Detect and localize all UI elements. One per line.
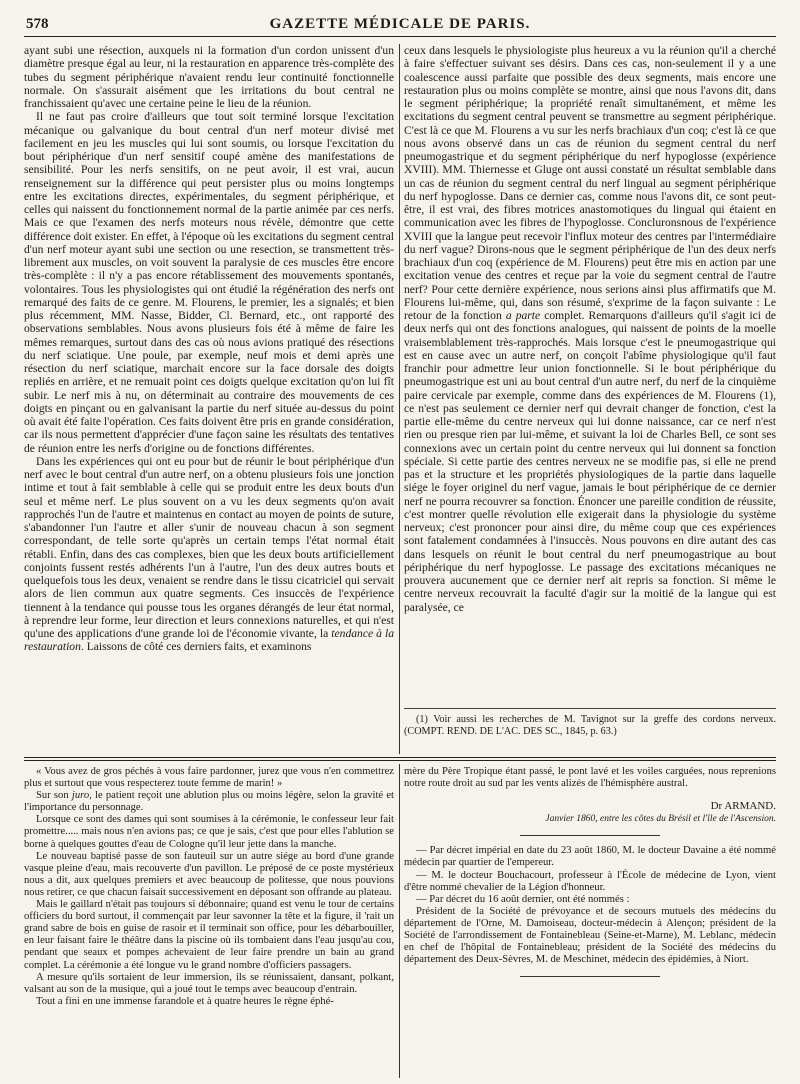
paragraph: mère du Père Tropique étant passé, le pont lavé et les voiles carguées, nous reprenions notre route droit au sud par les vents alizés de l'hémisphère austral. [404, 766, 776, 790]
signature-date: Janvier 1860, entre les côtes du Brésil et l'île de l'Ascension. [545, 814, 776, 825]
text: ceux dans lesquels le physiologiste plus heureux a vu la réunion qu'il a cherché à faire s'effectuer suivant ses désirs. Dans ces cas, non-seulement il y a une coalescence aussi parfaite que possible des deux segments, mais encore une restauration plus ou moins complète se montre, ainsi que nous l'avons dit, dans le segment périphérique; la propriété renaît simultanément, et même les excitations du segment central peuvent se transmettre au segment périphérique. C'est là ce que M. Flourens a vu sur les nerfs brachiaux d'un coq; c'est là ce que nous avons observé dans un cas de réunion du segment central du nerf pneumogastrique et du segment périphérique du nerf hypoglosse (expérience XVIII). MM. Thiernesse et Gluge ont aussi constaté un résultat semblable dans un cas de réunion du segment central du nerf lingual au segment périphérique du nerf hypoglosse. Dans ce dernier cas, comme nous l'avons dit, ce sont peut-être, il est vrai, des fibres motrices anastomotiques du lingual qui étaient en communication avec les fibres de l'hypoglosse. Concluronsnous de l'expérience XVIII que la langue peut recevoir l'influx moteur des centres par l'intermédiaire du nerf vague? Dirons-nous que le segment périphérique de l'un des deux nerfs brachiaux d'un coq (expérience de M. Flourens) peut être mis en action par une excitation venue des centres et reçue par la voie du segment central de l'autre nerf? Pour cette dernière expérience, nous serions ainsi plus affirmatifs que M. Flourens lui-même, qui, dans son résumé, s'exprime de la façon suivante : Le retour de la fonction [404, 44, 776, 322]
journal-title: GAZETTE MÉDICALE DE PARIS. [269, 16, 531, 32]
paragraph [24, 790, 394, 814]
paragraph [404, 44, 776, 614]
paragraph [24, 455, 394, 654]
column-divider [399, 44, 400, 754]
paragraph: Le nouveau baptisé passe de son fauteuil sur un autre siége au bord d'une grande vasque pleine d'eau, mais recouverte d'un pavillon. Le préposé de ce poste mystérieux nous a dit, aux quelques premiers et avec beaucoup de politesse, que nous pouvions nous retirer, ce que chacun faisait successivement en déposant son offrande au plateau. [24, 850, 394, 898]
emphasis: a parte [505, 309, 541, 322]
paragraph: Il ne faut pas croire d'ailleurs que tout soit terminé lorsque l'excitation mécanique ou galvanique du bout central d'un nerf moteur divisé met facilement en jeu les muscles qui lui sont soumis, ou lorsque l'excitation du bout périphérique d'un nerf sensitif coupé amène des manifestations de sensibilité. Pour les nerfs sensitifs, on ne peut avoir, il est vrai, aucun renseignement sur la différence qui peut persister plus ou moins longtemps entre les excitations directes, expérimentales, du segment périphérique, et celles qui naissent du fonctionnement normal de la partie animée par ces nerfs. Mais ce que l'examen des nerfs moteurs nous révèle, démontre que cette différence doit exister. En effet, à l'époque où les excitations du segment central d'un nerf moteur ayant subi une section ou une resection, se transmettent très-librement aux muscles, on voit souvent la paralysie de ces muscles être encore très-complète : il n'y a pas encore rétablissement des mouvements spontanés, volontaires. Tous les physiologistes qui ont étudié la régénération des nerfs ont remarqué des faits de ce genre. M. Flourens, le premier, les a signalés; et bien plus récemment, MM. Nasse, Bidder, Cl. Bernard, etc., ont rapporté des observations semblables. Nous avons plusieurs fois été à même de faire les mêmes remarques, surtout dans des cas où nous avions pratiqué des résections du nerf sciatique. Une poule, par exemple, neuf mois et demi après une résection du nerf sciatique, marchait encore sur la face dorsale des doigts repliés en arrière, et ne remuait point ces doigts quelque excitation qu'on lui fît subir. Le nerf mis à nu, on déterminait au contraire des mouvements de ces doigts en pinçant ou en galvanisant la partie du nerf située au-dessus du point où avait été faite l'opération. Ces faits doivent être pris en grande considération, car ils nous permettent d'apprécier d'une façon saine les résultats des tentatives de réunion entre les nerfs d'origine ou de fonctions différentes. [24, 110, 394, 455]
footnote-divider [404, 708, 776, 709]
emphasis: juro [71, 790, 90, 802]
emphasis: tendance à la restauration [24, 627, 394, 654]
news-item: — Par décret impérial en date du 23 août 1860, M. le docteur Davaine a été nommé médecin par quartier de l'empereur. [404, 845, 776, 869]
column-4 [404, 766, 776, 1078]
signature: Dr ARMAND. [710, 800, 776, 813]
paragraph: Lorsque ce sont des dames qui sont soumises à la cérémonie, le confesseur leur fait promettre..... mais nous n'en avions pas; ce que je sais, c'est que pour elles l'ablution se borne à quelques gouttes d'eau de Cologne qu'il leur jette dans la manche. [24, 814, 394, 850]
column-2 [404, 44, 776, 704]
section-divider [24, 757, 776, 761]
text: , le patient reçoit une ablution plus ou moins légère, selon la gravité et l'importance du personnage. [24, 790, 394, 814]
short-divider [520, 835, 660, 836]
text: Sur son [36, 790, 69, 802]
text: . Laissons de côté ces derniers faits, et examinons [80, 640, 312, 654]
column-3 [24, 766, 394, 1078]
news-item: Président de la Société de prévoyance et de secours mutuels des médecins du département de l'Orne, M. Damoiseau, docteur-médecin à Alençon; président de la Société de l'arrondissement de Fontainebleau (Seine-et-Marne), M. Leblanc, médecin en chef de l'hôpital de Fontainebleau; président de la Société des médecins du département des Deux-Sèvres, M. de Meschinet, médecin des épidémies, à Niort. [404, 905, 776, 966]
text: Dans les expériences qui ont eu pour but de réunir le bout périphérique d'un nerf avec le bout central d'un autre nerf, on a obtenu plusieurs fois une jonction intime et tout à fait semblable à celle qui se produit entre les deux bouts d'un seul et même nerf. Le plus souvent on a vu les deux segments qu'on avait rapprochés l'un de l'autre et maintenus en contact au moyen de points de suture, s'abandonner l'un l'autre et aller s'unir de nouveau chacun à son segment correspondant, de telle sorte qu'après un certain temps l'état normal était rétabli. Enfin, dans des cas complexes, bien que les deux bouts artificiellement conjoints fussent restés adhérents l'un à l'autre, l'un des deux autres bouts et quelquefois tous les deux, venaient se rendre dans le tissu cicatriciel qui servait alors de lien commun aux quatre segments. Ces insuccès de l'expérience tiennent à la tendance qui pousse tous les organes dérangés de leur état normal, à reprendre leur forme, leur direction et leurs connexions naturelles, et qui n'est qu'une des applications d'une grande loi de l'économie vivante, la [24, 454, 394, 640]
news-item: — M. le docteur Bouchacourt, professeur à l'École de médecine de Lyon, vient d'être nommé chevalier de la Légion d'honneur. [404, 869, 776, 893]
page-header [24, 14, 776, 37]
short-divider [520, 976, 660, 977]
column-1 [24, 44, 394, 752]
column-divider-lower [399, 764, 400, 1078]
paragraph: Mais le gaillard n'était pas toujours si débonnaire; quand est venu le tour de certains officiers du bord surtout, il commençait par leur savonner la tête et la figure, il 'rait un grand sabre de bois en guise de rasoir et il terminait son office, pour les débarbouiller, en leur faisant faire le théâtre dans la piscine où ils tombaient dans l'eau jusqu'au cou, pendant que seaux et pompes achevaient de leur faire prendre un bain au grand complet. La cérémonie a été longue vu le grand nombre d'officiers passagers. [24, 899, 394, 971]
paragraph: ayant subi une résection, auxquels ni la formation d'un cordon unissent d'un diamètre presque égal au leur, ni la restauration en apparence très-complète des tubes du segment périphérique n'avaient rendu leur continuité fonctionnelle normale. On s'assurait aisément que les irritations du bout central ne franchissaient qu'avec une certaine peine le lieu de la réunion. [24, 44, 394, 110]
paragraph: « Vous avez de gros péchés à vous faire pardonner, jurez que vous n'en commettrez plus et surtout que vous respecterez toute femme de marin! » [24, 766, 394, 790]
paragraph: A mesure qu'ils sortaient de leur immersion, ils se réunissaient, dansant, polkant, valsant au son de la musique, qui a joué tout le temps avec beaucoup d'entrain. [24, 971, 394, 995]
news-item: — Par décret du 16 août dernier, ont été nommés : [416, 893, 630, 905]
paragraph: Tout a fini en une immense farandole et à quatre heures le règne éphé- [36, 995, 334, 1007]
text: complet. Remarquons d'ailleurs qu'il s'agit ici de deux nerfs qui ont des fonctions analogues, qui naissent de points de la moelle vraisemblablement très-rapprochés. Mais lorsque c'est le pneumogastrique qui est en cause avec un autre nerf, on conçoit l'abîme physiologique qu'il faut franchir pour admettre leur union fonctionnelle. Si le bout périphérique du pneumogastrique est uni au bout central d'un autre nerf, du nerf de la cinquième paire cervicale par exemple, comme dans des expériences de M. Flourens (1), ce n'est pas seulement ce dernier nerf qui devrait changer de fonction, c'est la partie elle-même du centre nerveux qui lui donne naissance, car ce nerf n'est rien ou presque rien par lui-même, et suivant la loi de Charles Bell, ce sont ses connexions avec un certain point du centre nerveux qui lui donnent sa fonction spéciale. Si cette partie des centres nerveux ne se modifie pas, si elle ne prend pas et la structure et les propriétés physiologiques de la partie dans laquelle siége le foyer originel du nerf vague, jamais le bout périphérique de ce dernier nerf ne pourra recouvrer sa fonction. Énoncer une pareille condition de réussite, c'est montrer quelle révolution elle exigerait dans la physiologie du système nerveux; c'est prononcer pour ainsi dire, du même coup que ces expériences sont fatalement condamnées à l'insuccès. Nous pouvons en dire autant des cas dans lesquels on réunit le bout central du nerf pneumogastrique au bout périphérique du nerf hypoglosse. Le passage des excitations mécaniques ne prouvera aucunement que ce dernier nerf ait repris sa fonction. Si même le centre nerveux recouvrait la faculté d'agir sur la moitié de la langue qui est paralysée, ce [404, 309, 776, 614]
footnote: (1) Voir aussi les recherches de M. Tavignot sur la greffe des cordons nerveux. (COMPT. REND. DE L'AC. DES SC., 1845, p. 63.) [404, 714, 776, 737]
page-number: 578 [26, 16, 49, 32]
